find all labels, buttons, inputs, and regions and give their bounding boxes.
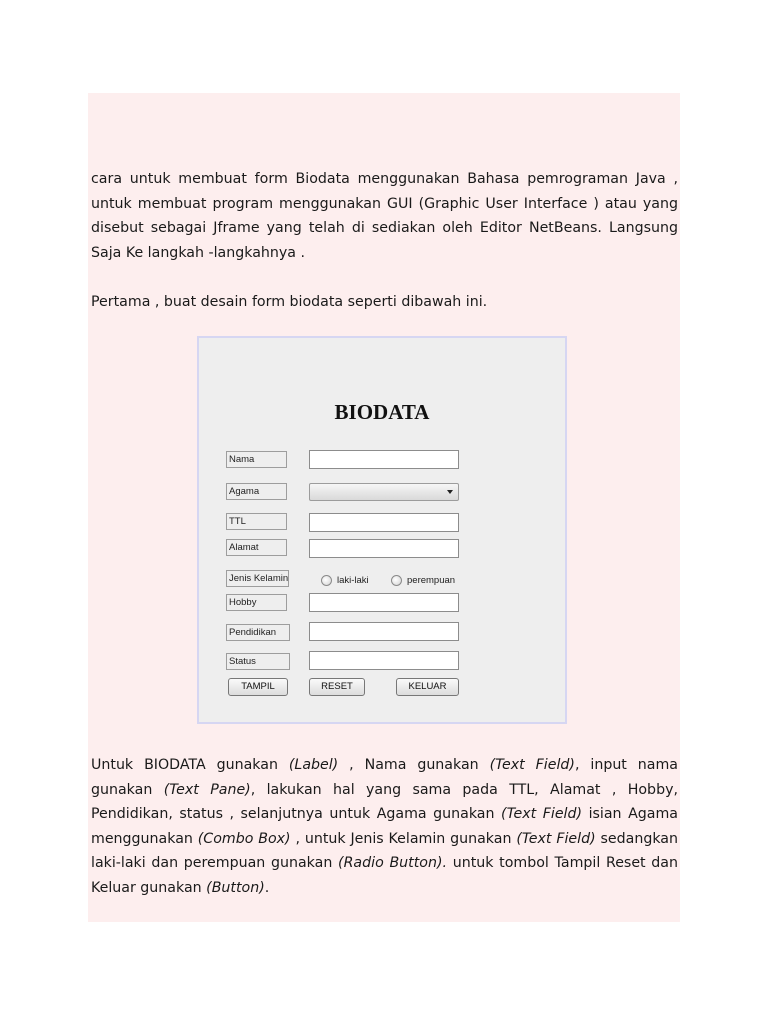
explanation-text: Untuk BIODATA gunakan [91, 757, 289, 773]
radio-laki-laki[interactable] [321, 575, 369, 586]
explanation-text: , untuk Jenis Kelamin gunakan [290, 830, 517, 847]
label-hobby: Hobby [226, 594, 287, 611]
label-nama: Nama [226, 451, 287, 468]
label-pendidikan: Pendidikan [226, 624, 290, 641]
explanation-emphasis: (Text Field) [489, 757, 575, 773]
chevron-down-icon [447, 490, 453, 494]
label-status: Status [226, 653, 290, 670]
intro-paragraph: cara untuk membuat form Biodata menggunakan Bahasa pemrograman Java , untuk membuat program menggunakan GUI (Graphic User Interface ) atau yang disebut sebagai Jframe yang telah di sediakan oleh Editor NetBeans. Langsung Saja Ke langkah -langkahnya . [91, 171, 678, 261]
explanation-text: sedangkan laki-laki dan perempuan gunakan [91, 830, 678, 871]
nama-text-field[interactable] [309, 450, 459, 469]
explanation-paragraph [91, 753, 678, 900]
explanation-text: untuk tombol Tampil Reset dan Keluar gunakan [91, 855, 678, 896]
explanation-emphasis: (Text Field) [516, 830, 596, 847]
keluar-button[interactable]: KELUAR [396, 678, 459, 696]
explanation-emphasis: (Text Pane) [163, 781, 251, 798]
label-jenis-kelamin: Jenis Kelamin [226, 570, 289, 587]
radio-perempuan-label: perempuan [407, 575, 456, 586]
label-agama: Agama [226, 483, 287, 500]
explanation-text: , Nama gunakan [338, 757, 490, 773]
label-alamat: Alamat [226, 539, 287, 556]
ttl-text-field[interactable] [309, 513, 459, 532]
alamat-text-field[interactable] [309, 539, 459, 558]
explanation-emphasis: (Combo Box) [197, 830, 291, 847]
biodata-form-screenshot [197, 336, 567, 724]
radio-laki-laki-label: laki-laki [337, 575, 369, 586]
status-text-field[interactable] [309, 651, 459, 670]
explanation-emphasis: (Button) [206, 879, 265, 896]
explanation-text: , input nama gunakan [91, 757, 678, 798]
explanation-text: , lakukan hal yang sama pada TTL, Alamat , Hobby, Pendidikan, status , selanjutnya untuk Agama gunakan [91, 781, 678, 822]
reset-button[interactable]: RESET [309, 678, 365, 696]
explanation-text: . [264, 879, 270, 896]
agama-combo-box[interactable] [309, 483, 459, 501]
radio-circle-icon [321, 575, 332, 586]
radio-circle-icon [391, 575, 402, 586]
pendidikan-text-field[interactable] [309, 622, 459, 641]
tampil-button[interactable]: TAMPIL [228, 678, 288, 696]
label-ttl: TTL [226, 513, 287, 530]
explanation-emphasis: (Text Field) [501, 806, 583, 822]
explanation-text: isian Agama menggunakan [91, 806, 679, 847]
form-title: BIODATA [334, 400, 430, 424]
radio-perempuan[interactable] [391, 575, 455, 586]
hobby-text-field[interactable] [309, 593, 459, 612]
explanation-emphasis: (Radio Button). [338, 855, 448, 871]
explanation-emphasis: (Label) [288, 757, 339, 773]
step1-paragraph: Pertama , buat desain form biodata seperti dibawah ini. [91, 294, 488, 310]
